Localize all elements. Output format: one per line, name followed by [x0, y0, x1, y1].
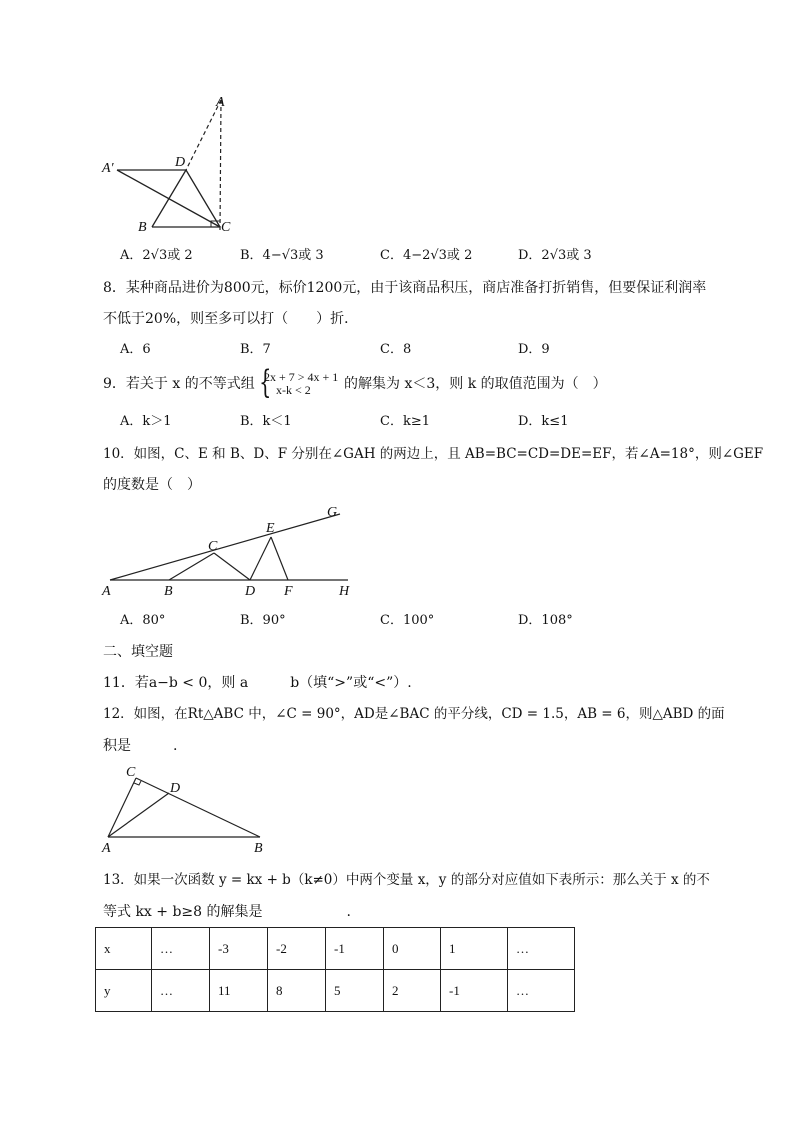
- q11-text: 11．若a−b < 0，则 a b（填“>”或“<”）.: [103, 675, 412, 691]
- q8-option-a: A．6: [120, 342, 151, 357]
- q12-line2: 积是 .: [103, 738, 178, 754]
- table-cell: …: [152, 970, 210, 1012]
- label-c: C: [221, 220, 231, 235]
- q7-option-d: D．2√3或 3: [518, 248, 592, 263]
- inequality-2: x-k < 2: [276, 383, 311, 398]
- q7-option-a: A．2√3或 2: [120, 248, 193, 263]
- label-b: B: [138, 220, 147, 235]
- label-a-prime: A′: [102, 161, 114, 176]
- fig10-label-g: G: [327, 505, 338, 520]
- table-cell: -1: [326, 928, 384, 970]
- q9-option-c: C．k≥1: [380, 414, 430, 429]
- table-cell: 11: [210, 970, 268, 1012]
- table-cell: 2: [384, 970, 441, 1012]
- fig10-label-a: A: [102, 584, 111, 599]
- fig10-label-c: C: [208, 539, 218, 554]
- q13-line1: 13．如果一次函数 y = kx + b（k≠0）中两个变量 x，y 的部分对应值如下表所示：那么关于 x 的不: [103, 872, 710, 888]
- fig12-label-b: B: [254, 841, 263, 856]
- table-cell: -2: [268, 928, 326, 970]
- q10-line1: 10．如图，C、E 和 B、D、F 分别在∠GAH 的两边上，且 AB=BC=CD=DE=EF，若∠A=18°，则∠GEF: [103, 446, 764, 462]
- q8-option-c: C．8: [380, 342, 412, 357]
- figure-q12: [100, 770, 270, 845]
- q9-prefix: 9．若关于 x 的不等式组: [103, 376, 255, 392]
- q9-option-b: B．k＜1: [240, 414, 292, 429]
- q8-line1: 8．某种商品进价为800元，标价1200元，由于该商品积压，商店准备打折销售，但要保证利润率: [103, 280, 707, 296]
- table-cell: -1: [441, 970, 508, 1012]
- table-cell: x: [96, 928, 152, 970]
- q8-option-d: D．9: [518, 342, 550, 357]
- table-cell: 0: [384, 928, 441, 970]
- inequality-system: [264, 371, 338, 397]
- figure-q10: [100, 505, 360, 585]
- table-cell: 1: [441, 928, 508, 970]
- fig12-label-c: C: [126, 765, 136, 780]
- q12-line1: 12．如图，在Rt△ABC 中，∠C = 90°，AD是∠BAC 的平分线，CD = 1.5，AB = 6，则△ABD 的面: [103, 706, 725, 722]
- fig12-label-d: D: [170, 781, 181, 796]
- fig10-label-d: D: [245, 584, 256, 599]
- q10-option-b: B．90°: [240, 613, 286, 628]
- label-a: A: [216, 95, 225, 110]
- q8-line2: 不低于20%，则至多可以打（ ）折．: [103, 311, 359, 327]
- q7-option-b: B．4−√3或 3: [240, 248, 324, 263]
- q9-option-d: D．k≤1: [518, 414, 569, 429]
- table-cell: -3: [210, 928, 268, 970]
- q8-option-b: B．7: [240, 342, 271, 357]
- q10-option-c: C．100°: [380, 613, 435, 628]
- fig10-label-f: F: [284, 584, 293, 599]
- table-cell: …: [508, 928, 575, 970]
- fig10-label-b: B: [164, 584, 173, 599]
- q10-option-a: A．80°: [120, 613, 166, 628]
- fig12-label-a: A: [102, 841, 111, 856]
- table-cell: 5: [326, 970, 384, 1012]
- table-row: [96, 928, 575, 970]
- q9-option-a: A．k＞1: [120, 414, 172, 429]
- q7-option-c: C．4−2√3或 2: [380, 248, 473, 263]
- fig10-label-h: H: [339, 584, 350, 599]
- q9-suffix: 的解集为 x＜3，则 k 的取值范围为（ ）: [344, 376, 607, 392]
- table-cell: …: [508, 970, 575, 1012]
- table-row: [96, 970, 575, 1012]
- label-d: D: [175, 155, 186, 170]
- inequality-1: 2x + 7 > 4x + 1: [264, 370, 339, 384]
- section-title: 二、填空题: [103, 644, 173, 660]
- table-cell: …: [152, 928, 210, 970]
- q13-line2: 等式 kx + b≥8 的解集是 .: [103, 904, 351, 920]
- q10-option-d: D．108°: [518, 613, 573, 628]
- table-cell: 8: [268, 970, 326, 1012]
- system-brace: {: [259, 363, 272, 401]
- value-table: [95, 927, 575, 1012]
- fig10-label-e: E: [266, 521, 275, 536]
- q10-line2: 的度数是（ ）: [103, 477, 201, 493]
- table-cell: y: [96, 970, 152, 1012]
